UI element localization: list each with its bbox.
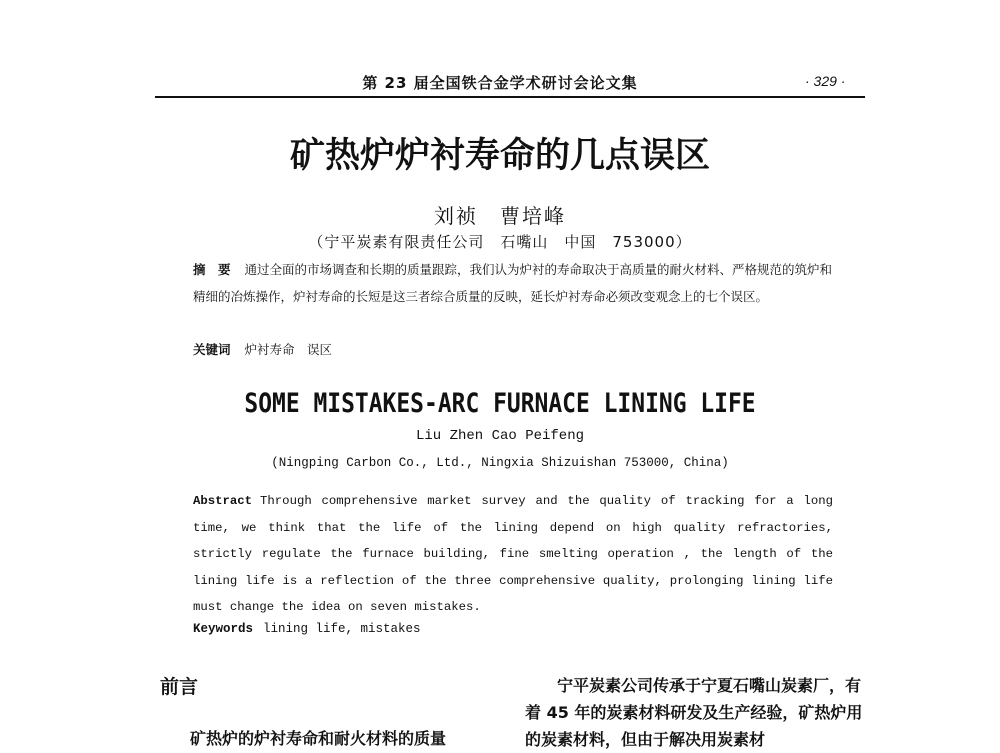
paper-title: 矿热炉炉衬寿命的几点误区: [289, 136, 710, 176]
keywords-cn: [193, 340, 332, 358]
keywords-en-label: Keywords: [193, 622, 254, 636]
abstract-cn-label: 摘 要: [193, 262, 231, 277]
affiliation: （宁平炭素有限责任公司 石嘴山 中国 753000）: [308, 233, 692, 251]
abstract-cn: [193, 256, 833, 310]
authors-en: Liu Zhen Cao Peifeng: [415, 428, 585, 444]
left-column-text: 矿热炉的炉衬寿命和耐火材料的质量: [190, 729, 447, 748]
section-heading: 前言: [160, 676, 199, 698]
keywords-en-text: lining life, mistakes: [263, 622, 421, 636]
affiliation-en: (Ningping Carbon Co., Ltd., Ningxia Shizuishan 753000, China): [271, 456, 729, 470]
keywords-cn-label: 关键词: [193, 342, 231, 357]
header-rule: [155, 96, 865, 98]
page-number: · 329 ·: [805, 73, 846, 89]
keywords-en: [193, 622, 421, 636]
right-column-text: 宁平炭素公司传承于宁夏石嘴山炭素厂，有着 45 年的炭素材料研发及生产经验，矿热炉用的炭素材料，但由于解决用炭素材: [525, 676, 863, 749]
running-header: 第 23 届全国铁合金学术研讨会论文集: [362, 74, 638, 92]
paper-title-en: SOME MISTAKES-ARC FURNACE LINING LIFE: [244, 388, 756, 419]
abstract-en-text: Through comprehensive market survey and the quality of tracking for a long time, we think that the life of the lining depend on high quality refractories, strictly regulate the furnace building, fine smelting operation , the length of the lining life is a reflection of the three comprehensive quality, prolonging lining life must change the idea on seven mistakes.: [193, 494, 833, 614]
abstract-en-label: Abstract: [193, 494, 253, 508]
authors: 刘祯 曹培峰: [434, 204, 566, 228]
keywords-cn-text: 炉衬寿命 误区: [244, 342, 333, 357]
abstract-cn-text: 通过全面的市场调查和长期的质量跟踪，我们认为炉衬的寿命取决于高质量的耐火材料、严格规范的筑炉和精细的冶炼操作，炉衬寿命的长短是这三者综合质量的反映，延长炉衬寿命必须改变观念上的七个误区。: [193, 262, 833, 304]
abstract-en: [193, 488, 833, 621]
